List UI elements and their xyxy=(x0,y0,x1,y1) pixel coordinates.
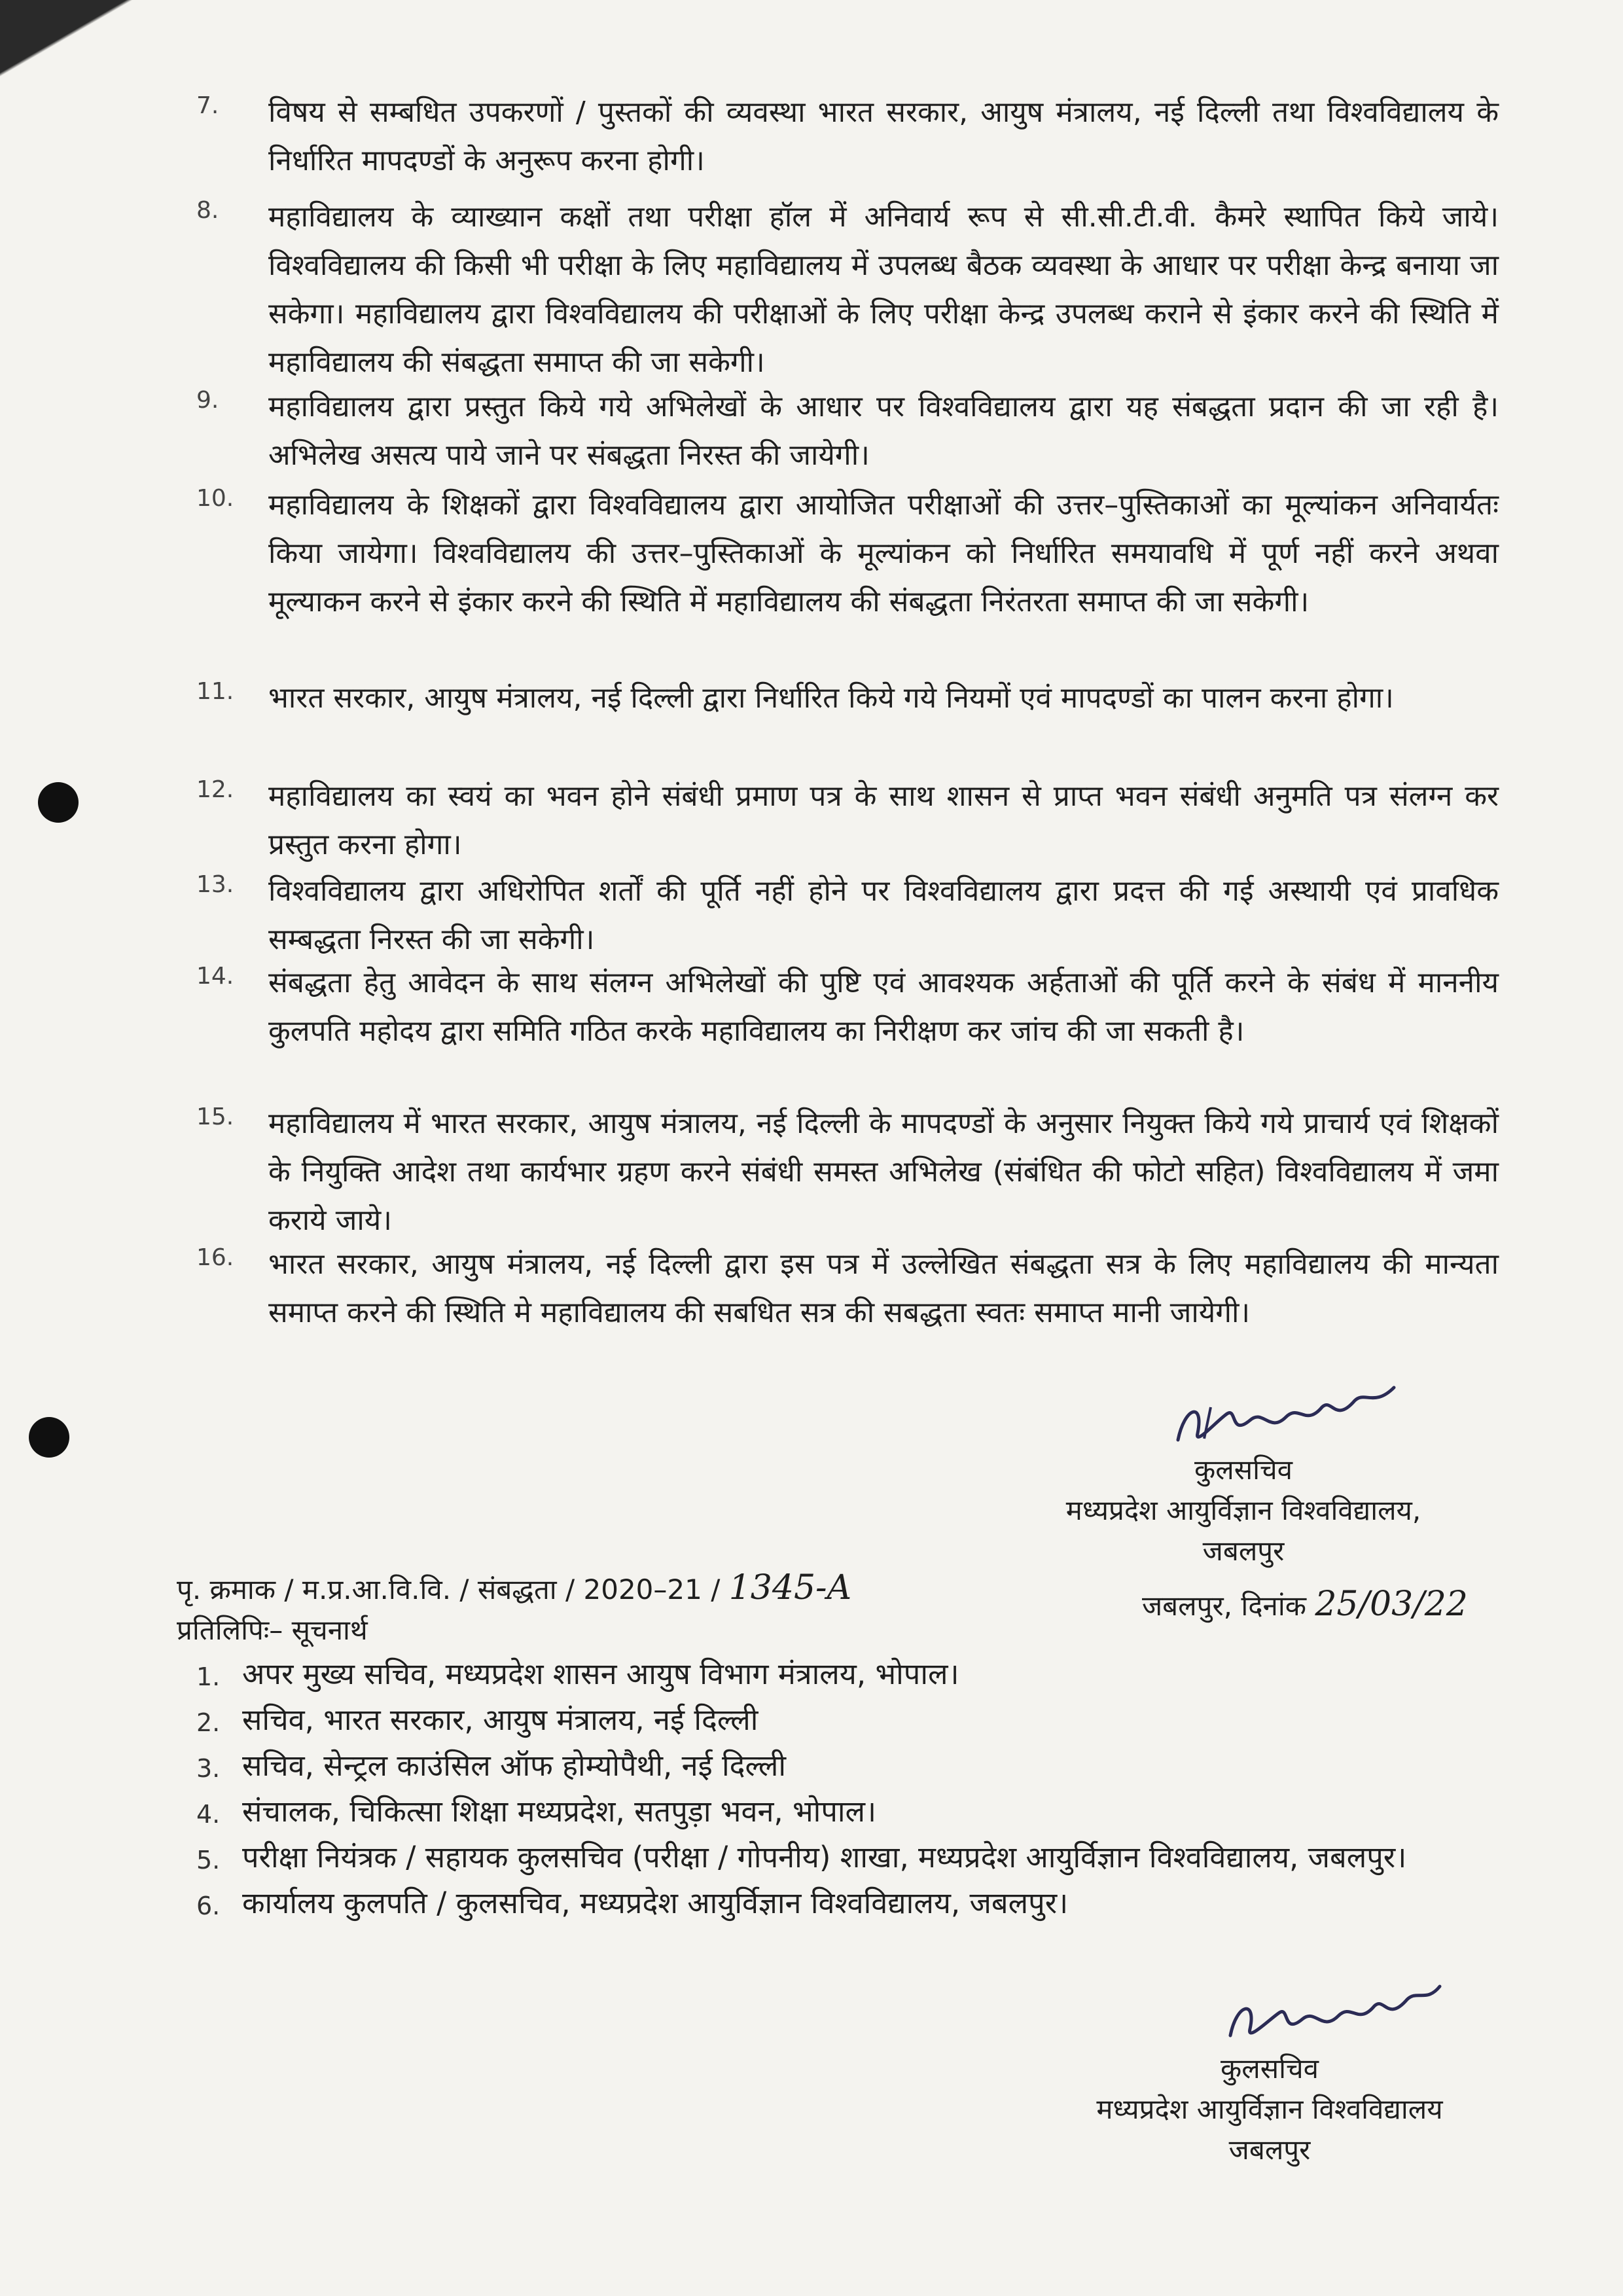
signature-city: जबलपुर xyxy=(1202,1535,1285,1567)
condition-text: महाविद्यालय का स्वयं का भवन होने संबंधी प्रमाण पत्र के साथ शासन से प्राप्त भवन संबंधी अनुमति पत्र संलग्न कर प्रस्तुत करना होगा। xyxy=(268,780,1499,861)
copy-number: 5. xyxy=(196,1846,221,1874)
condition-number: 16. xyxy=(196,1244,234,1271)
signature-scribble-1 xyxy=(1165,1361,1414,1460)
reference-line xyxy=(177,1568,851,1610)
condition-text: विश्वविद्यालय द्वारा अधिरोपित शर्तों की पूर्ति नहीं होने पर विश्वविद्यालय द्वारा प्रदत्त की गई अस्थायी एवं प्रावधिक सम्बद्धता निरस्त की जा सकेगी। xyxy=(268,874,1499,956)
condition-text: संबद्धता हेतु आवेदन के साथ संलग्न अभिलेखों की पुष्टि एवं आवश्यक अर्हताओं की पूर्ति करने के संबंध में माननीय कुलपति महोदय द्वारा समिति गठित करके महाविद्यालय का निरीक्षण कर जांच की जा सकती है। xyxy=(268,966,1499,1048)
condition-item-9 xyxy=(196,383,1499,480)
copy-number: 1. xyxy=(196,1662,221,1691)
copy-item xyxy=(196,1744,1499,1790)
signature-block-2 xyxy=(1021,2049,1518,2170)
signature-city: जबलपुर xyxy=(1228,2134,1311,2166)
copy-item xyxy=(196,1836,1499,1882)
copy-text: अपर मुख्य सचिव, मध्यप्रदेश शासन आयुष विभाग मंत्रालय, भोपाल। xyxy=(242,1657,959,1691)
condition-number: 11. xyxy=(196,678,234,705)
copy-item xyxy=(196,1790,1499,1836)
reference-handwritten-date: 25/03/22 xyxy=(1315,1585,1468,1624)
condition-number: 12. xyxy=(196,776,234,803)
condition-item-12 xyxy=(196,772,1499,869)
copy-text: संचालक, चिकित्सा शिक्षा मध्यप्रदेश, सतपुड़ा भवन, भोपाल। xyxy=(242,1794,877,1829)
reference-date xyxy=(1142,1584,1468,1626)
signature-designation: कुलसचिव xyxy=(1194,1454,1293,1486)
condition-text: विषय से सम्बधित उपकरणों / पुस्तकों की व्यवस्था भारत सरकार, आयुष मंत्रालय, नई दिल्ली तथा विश्वविद्यालय के निर्धारित मापदण्डों के अनुरूप करना होगी। xyxy=(268,96,1499,177)
condition-number: 9. xyxy=(196,387,219,414)
copy-number: 3. xyxy=(196,1754,221,1783)
condition-number: 14. xyxy=(196,963,234,990)
condition-item-7 xyxy=(196,88,1499,185)
condition-item-10 xyxy=(196,481,1499,626)
condition-text: महाविद्यालय द्वारा प्रस्तुत किये गये अभिलेखों के आधार पर विश्वविद्यालय द्वारा यह संबद्धता प्रदान की जा रही है। अभिलेख असत्य पाये जाने पर संबद्धता निरस्त की जायेगी। xyxy=(268,390,1499,472)
condition-number: 7. xyxy=(196,92,219,119)
condition-item-16 xyxy=(196,1240,1499,1337)
signature-scribble-2 xyxy=(1217,1964,1453,2055)
condition-item-13 xyxy=(196,867,1499,964)
signature-block-1 xyxy=(1008,1450,1479,1571)
condition-text: महाविद्यालय के शिक्षकों द्वारा विश्वविद्यालय द्वारा आयोजित परीक्षाओं की उत्तर–पुस्तिकाओं का मूल्यांकन अनिवार्यतः किया जायेगा। विश्वविद्यालय की उत्तर–पुस्तिकाओं के मूल्यांकन को निर्धारित समयावधि में पूर्ण नहीं करने अथवा मूल्याकन करने से इंकार करने की स्थिति में महाविद्यालय की संबद्धता निरंतरता समाप्त की जा सकेगी। xyxy=(268,488,1499,619)
copy-number: 2. xyxy=(196,1708,221,1737)
copy-text: सचिव, सेन्ट्रल काउंसिल ऑफ होम्योपैथी, नई दिल्ली xyxy=(242,1748,787,1783)
condition-text: भारत सरकार, आयुष मंत्रालय, नई दिल्ली द्वारा निर्धारित किये गये नियमों एवं मापदण्डों का पालन करना होगा। xyxy=(268,681,1394,715)
condition-item-8 xyxy=(196,193,1499,387)
copy-item xyxy=(196,1882,1499,1928)
condition-item-14 xyxy=(196,959,1499,1056)
condition-number: 15. xyxy=(196,1103,234,1130)
condition-text: महाविद्यालय में भारत सरकार, आयुष मंत्रालय, नई दिल्ली के मापदण्डों के अनुसार नियुक्त किये गये प्राचार्य एवं शिक्षकों के नियुक्ति आदेश तथा कार्यभार ग्रहण करने संबंधी समस्त अभिलेख (संबंधित की फोटो सहित) विश्वविद्यालय में जमा कराये जाये। xyxy=(268,1107,1499,1237)
copy-text: कार्यालय कुलपति / कुलसचिव, मध्यप्रदेश आयुर्विज्ञान विश्वविद्यालय, जबलपुर। xyxy=(242,1886,1069,1920)
punch-hole-top xyxy=(38,782,79,823)
reference-date-prefix: जबलपुर, दिनांक xyxy=(1142,1590,1306,1622)
scan-corner-shadow xyxy=(0,0,151,105)
copy-item xyxy=(196,1698,1499,1744)
signature-org: मध्यप्रदेश आयुर्विज्ञान विश्वविद्यालय xyxy=(1096,2093,1443,2125)
copy-number: 6. xyxy=(196,1892,221,1920)
copy-text: परीक्षा नियंत्रक / सहायक कुलसचिव (परीक्षा / गोपनीय) शाखा, मध्यप्रदेश आयुर्विज्ञान विश्वविद्यालय, जबलपुर। xyxy=(242,1840,1407,1874)
condition-text: महाविद्यालय के व्याख्यान कक्षों तथा परीक्षा हॉल में अनिवार्य रूप से सी.सी.टी.वी. कैमरे स्थापित किये जाये। विश्वविद्यालय की किसी भी परीक्षा के लिए महाविद्यालय में उपलब्ध बैठक व्यवस्था के आधार पर परीक्षा केन्द्र बनाया जा सकेगा। महाविद्यालय द्वारा विश्वविद्यालय की परीक्षाओं के लिए परीक्षा केन्द्र उपलब्ध कराने से इंकार करने की स्थिति में महाविद्यालय की संबद्धता समाप्त की जा सकेगी। xyxy=(268,200,1499,379)
condition-item-11 xyxy=(196,674,1499,723)
condition-number: 8. xyxy=(196,197,219,224)
copy-number: 4. xyxy=(196,1800,221,1829)
copy-list xyxy=(196,1653,1499,1928)
signature-designation: कुलसचिव xyxy=(1220,2053,1319,2085)
copy-item xyxy=(196,1653,1499,1698)
signature-org: मध्यप्रदेश आयुर्विज्ञान विश्वविद्यालय, xyxy=(1065,1494,1421,1526)
copy-heading: प्रतिलिपिः– सूचनार्थ xyxy=(177,1614,368,1646)
condition-number: 10. xyxy=(196,485,234,512)
reference-handwritten-number: 1345-A xyxy=(728,1568,852,1607)
condition-number: 13. xyxy=(196,871,234,898)
condition-item-15 xyxy=(196,1100,1499,1245)
reference-prefix: पृ. क्रमाक / म.प्र.आ.वि.वि. / संबद्धता / 2020–21 / xyxy=(177,1573,721,1605)
copy-text: सचिव, भारत सरकार, आयुष मंत्रालय, नई दिल्ली xyxy=(242,1702,758,1737)
condition-text: भारत सरकार, आयुष मंत्रालय, नई दिल्ली द्वारा इस पत्र में उल्लेखित संबद्धता सत्र के लिए महाविद्यालय की मान्यता समाप्त करने की स्थिति मे महाविद्यालय की सबधित सत्र की सबद्धता स्वतः समाप्त मानी जायेगी। xyxy=(268,1247,1499,1329)
punch-hole-bottom xyxy=(29,1417,69,1458)
